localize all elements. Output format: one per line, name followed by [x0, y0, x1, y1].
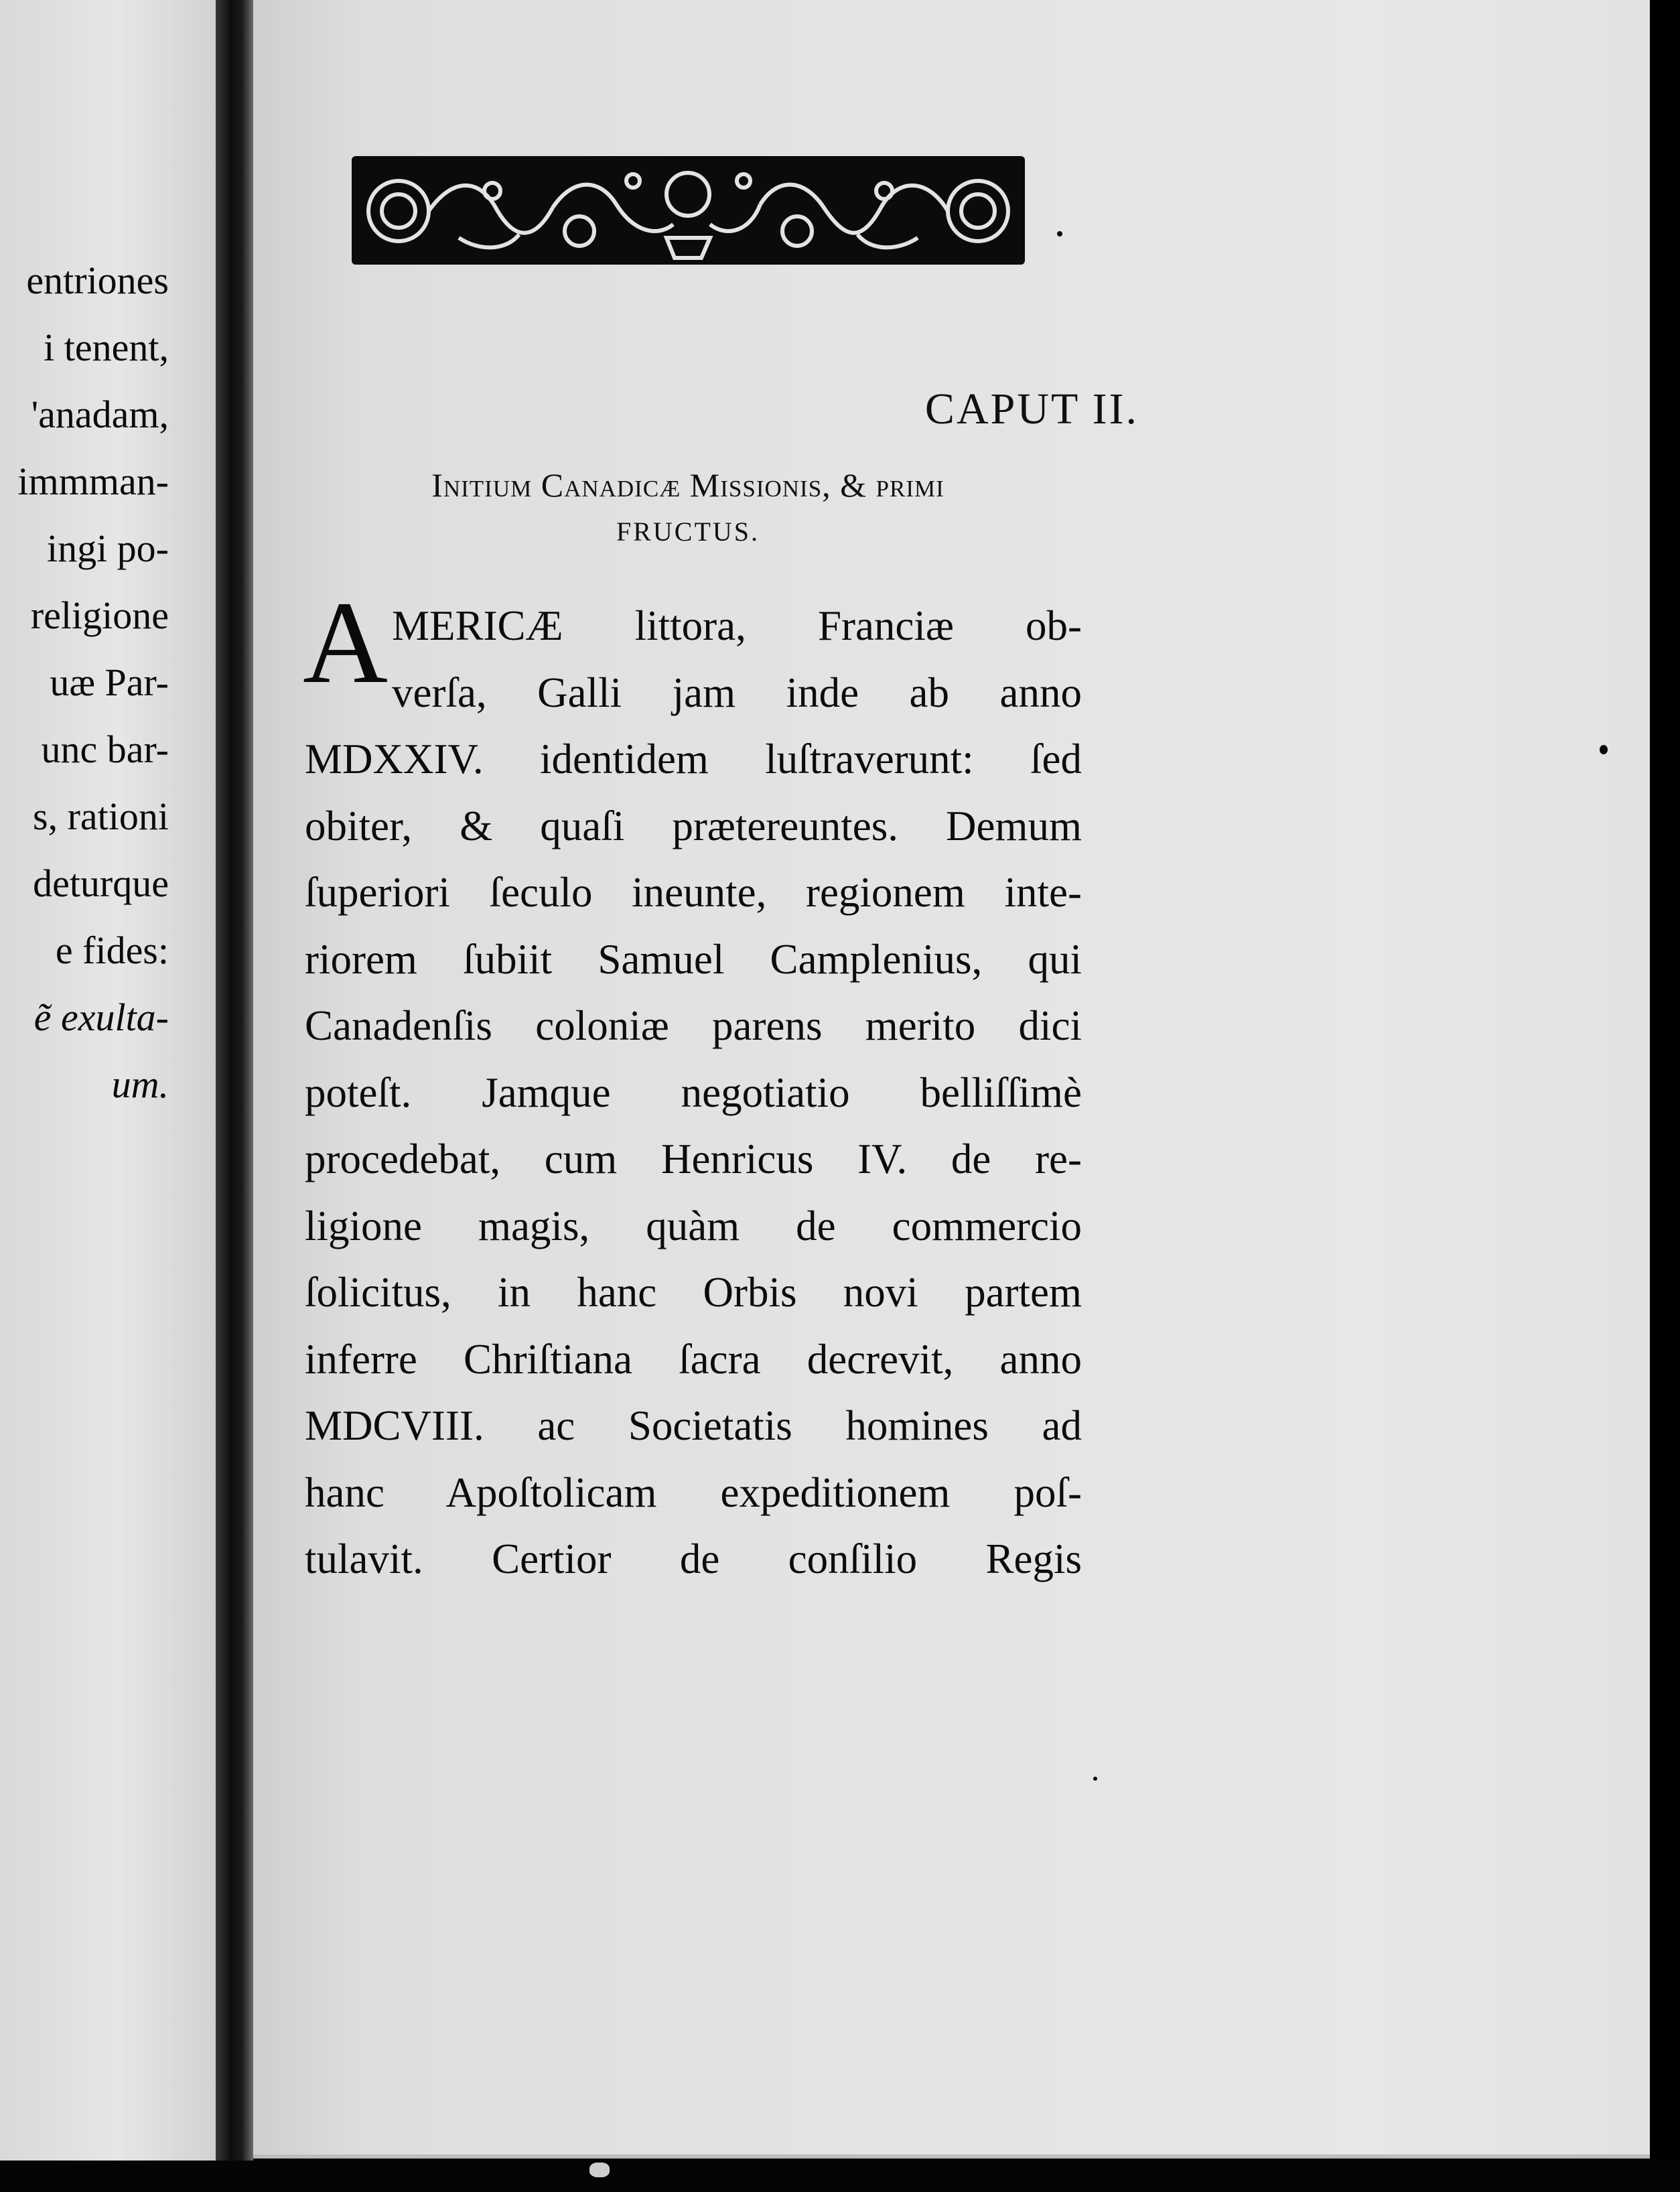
ink-speck	[1093, 1777, 1097, 1781]
text-line: ligione magis, quàm de commercio	[305, 1202, 1082, 1249]
text-line: MDXXIV. identidem luſtraverunt: ſed	[305, 736, 1082, 782]
left-page-line: i tenent,	[44, 326, 169, 369]
left-page-line: um.	[111, 1063, 169, 1106]
left-page-line: ingi po-	[46, 527, 169, 570]
left-page-line: e fides:	[55, 929, 169, 972]
left-page-line: ẽ exulta-	[33, 996, 169, 1039]
chapter-subtitle: Initium Canadicæ Missionis, & primi	[431, 466, 944, 504]
left-page-line: entriones	[26, 259, 169, 302]
left-page-line: 'anadam,	[31, 393, 169, 436]
left-page-line: s, rationi	[33, 795, 169, 838]
ink-speck	[1600, 745, 1608, 754]
book-gutter	[216, 0, 253, 2161]
chapter-subtitle-continued: FRUCTUS.	[616, 517, 760, 547]
text-line: procedebat, cum Henricus IV. de re-	[305, 1136, 1082, 1182]
previous-page-fragment	[0, 0, 216, 2161]
text-line: Canadenſis coloniæ parens merito dici	[305, 1002, 1082, 1049]
ornamental-headpiece	[352, 151, 1025, 270]
page-edge	[1650, 0, 1680, 2161]
drop-cap: A	[303, 577, 389, 708]
body-text	[303, 577, 1082, 1593]
text-line: obiter, & quaſi prætereuntes. Demum	[305, 802, 1082, 849]
left-page-line: deturque	[33, 862, 169, 905]
left-page-line: uæ Par-	[50, 661, 169, 704]
text-line: MERICÆ littora, Franciæ ob-	[392, 602, 1082, 649]
text-line: ſolicitus, in hanc Orbis novi partem	[305, 1269, 1082, 1316]
chapter-title: CAPUT II.	[924, 385, 1139, 433]
text-line: MDCVIII. ac Societatis homines ad	[305, 1402, 1082, 1449]
text-line: riorem ſubiit Samuel Camplenius, qui	[305, 935, 1082, 983]
left-page-line: unc bar-	[41, 728, 169, 771]
left-page-line: religione	[30, 594, 169, 637]
left-page-line: immman-	[17, 460, 169, 503]
text-line: verſa, Galli jam inde ab anno	[392, 669, 1082, 716]
text-line: tulavit. Certior de conſilio Regis	[305, 1535, 1082, 1582]
text-line: ſuperiori ſeculo ineunte, regionem inte-	[305, 869, 1082, 916]
ink-speck	[1057, 231, 1062, 236]
text-line: inferre Chriſtiana ſacra decrevit, anno	[305, 1335, 1082, 1383]
text-line: poteſt. Jamque negotiatio belliſſimè	[305, 1069, 1082, 1116]
ink-speck	[589, 2163, 610, 2177]
text-line: hanc Apoſtolicam expeditionem poſ-	[305, 1468, 1082, 1516]
